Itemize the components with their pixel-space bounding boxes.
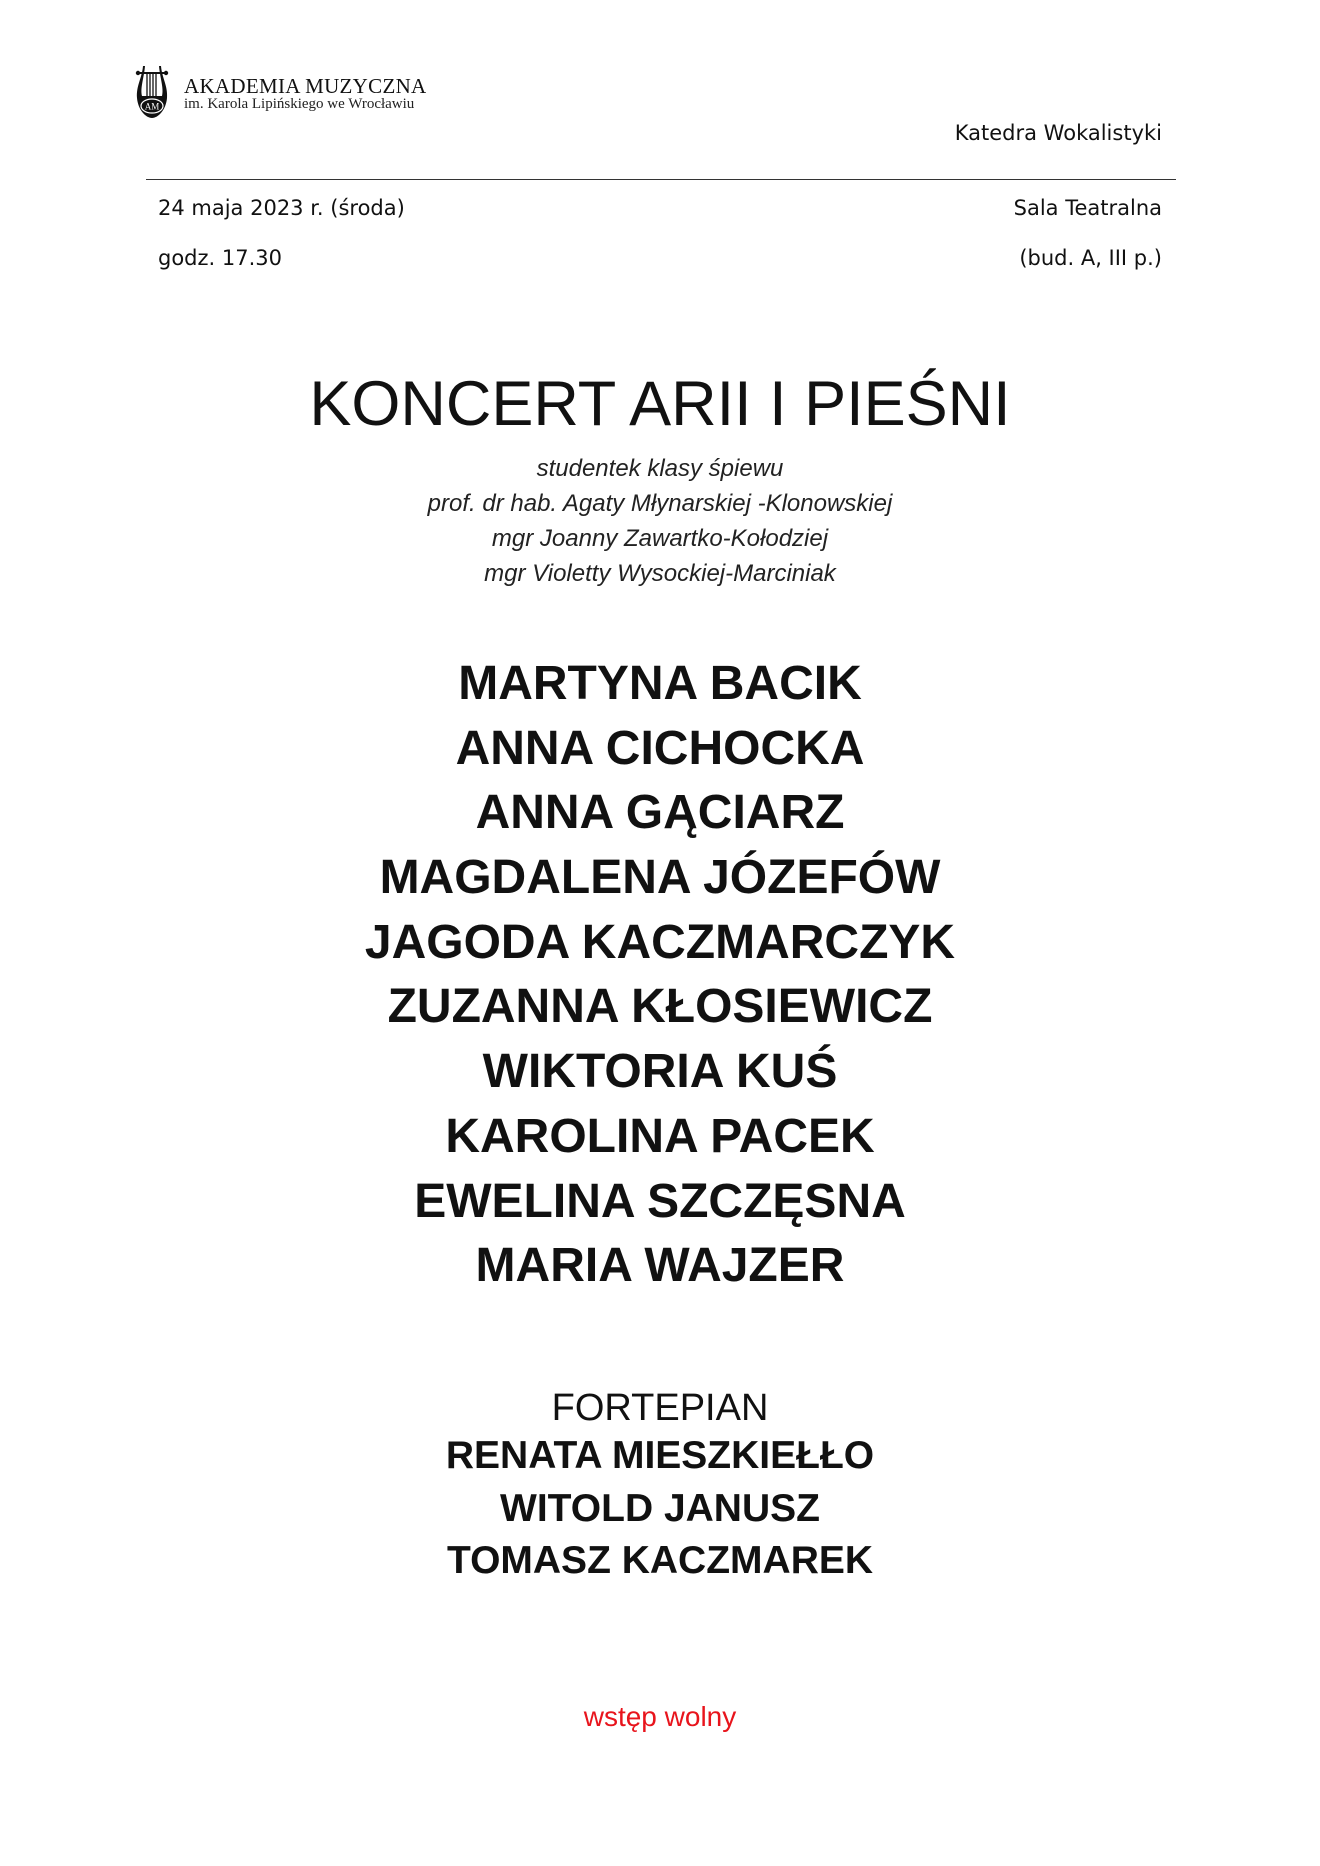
concert-subtitle [0, 451, 1320, 591]
subtitle-line: mgr Violetty Wysockiej-Marciniak [484, 560, 836, 587]
piano-label: FORTEPIAN [551, 1387, 769, 1429]
performer-name: EWELINA SZCZĘSNA [414, 1174, 906, 1228]
institution-name: AKADEMIA MUZYCZNA [184, 74, 427, 98]
performer-name: ANNA CICHOCKA [455, 721, 865, 775]
event-venue-location: (bud. A, III p.) [1019, 246, 1162, 270]
performers-list [0, 652, 1320, 1299]
pianist-name: WITOLD JANUSZ [500, 1486, 820, 1530]
performer-name: KAROLINA PACEK [445, 1109, 875, 1163]
performer-name: JAGODA KACZMARCZYK [364, 915, 956, 969]
event-venue: Sala Teatralna [1013, 196, 1162, 220]
department-name: Katedra Wokalistyki [954, 121, 1162, 145]
lyre-icon [134, 64, 170, 120]
concert-title: KONCERT ARII I PIEŚNI [309, 369, 1011, 439]
subtitle-line: mgr Joanny Zawartko-Kołodziej [491, 525, 829, 552]
pianist-name: RENATA MIESZKIEŁŁO [445, 1434, 875, 1477]
svg-text:AM: AM [144, 101, 160, 112]
subtitle-line: studentek klasy śpiewu [536, 455, 784, 482]
event-date: 24 maja 2023 r. (środa) [158, 196, 405, 220]
admission-note: wstęp wolny [583, 1701, 737, 1732]
subtitle-line: prof. dr hab. Agaty Młynarskiej -Klonowskiej [427, 490, 893, 517]
pianist-name: TOMASZ KACZMAREK [446, 1539, 874, 1582]
performer-name: WIKTORIA KUŚ [482, 1045, 838, 1099]
header-divider [146, 179, 1176, 180]
performer-name: MAGDALENA JÓZEFÓW [379, 851, 941, 905]
pianists-list [0, 1430, 1320, 1588]
performer-name: ZUZANNA KŁOSIEWICZ [387, 980, 933, 1034]
event-time: godz. 17.30 [158, 246, 283, 270]
institution-subtitle: im. Karola Lipińskiego we Wrocławiu [184, 96, 415, 112]
performer-name: ANNA GĄCIARZ [475, 786, 845, 840]
performer-name: MARIA WAJZER [475, 1239, 845, 1293]
performer-name: MARTYNA BACIK [458, 657, 862, 710]
